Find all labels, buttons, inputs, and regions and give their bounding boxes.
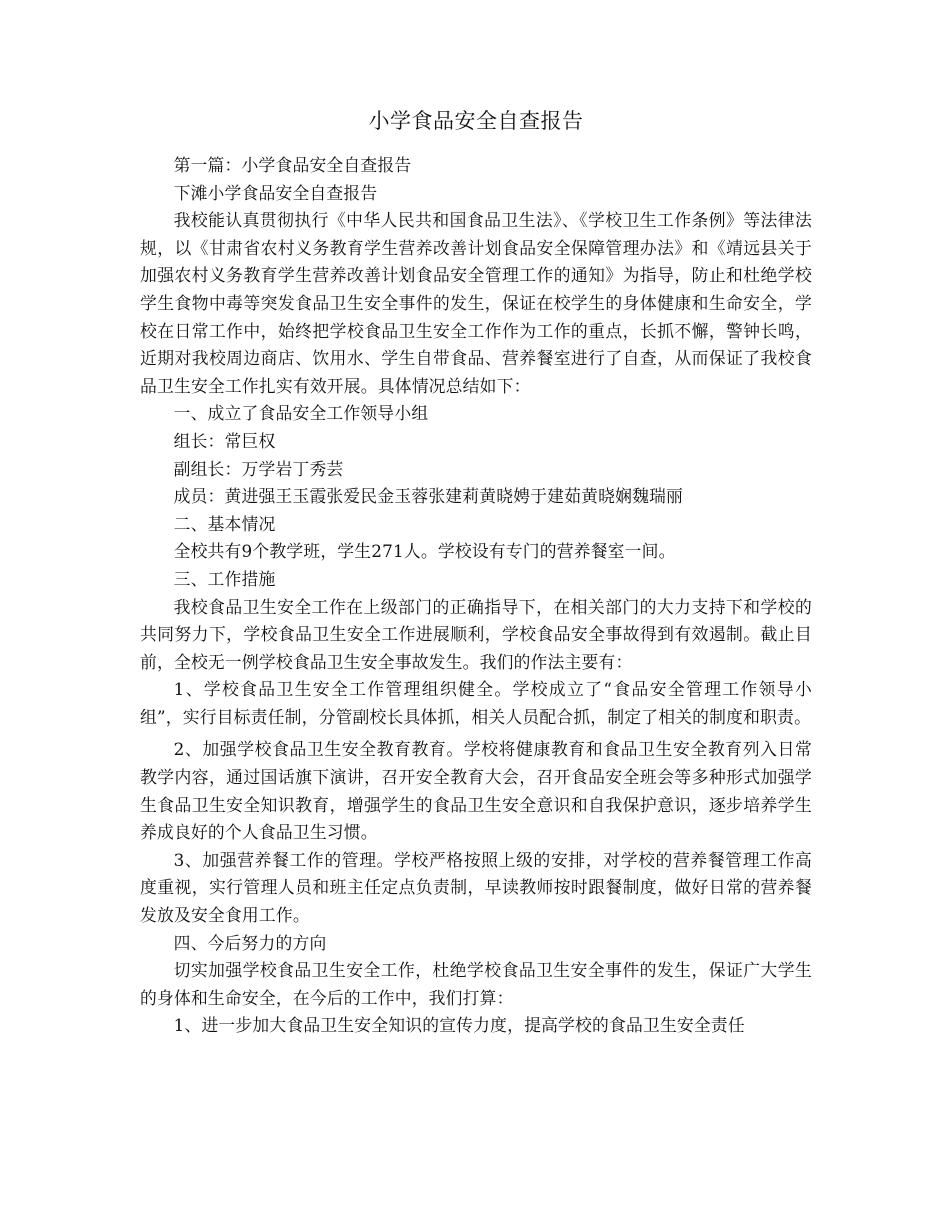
measure-1-paragraph: 1、学校食品卫生安全工作管理组织健全。学校成立了“食品安全管理工作领导小组”，实行目标责任制，分管副校长具体抓，相关人员配合抓，制定了相关的制度和职责。 xyxy=(140,679,812,727)
measures-intro-paragraph: 我校食品卫生安全工作在上级部门的正确指导下，在相关部门的大力支持下和学校的共同努力下，学校食品卫生安全工作进展顺利，学校食品安全事故得到有效遏制。截止目前，全校无一例学校食品卫生安全事故发生。我们的作法主要有： xyxy=(140,596,812,672)
intro-paragraph: 我校能认真贯彻执行《中华人民共和国食品卫生法》、《学校卫生工作条例》等法律法规，以《甘肃省农村义务教育学生营养改善计划食品安全保障管理办法》和《靖远县关于加强农村义务教育学生营养改善计划食品安全管理工作的通知》为指导，防止和杜绝学校学生食物中毒等突发食品卫生安全事件的发生，保证在校学生的身体健康和生命安全，学校在日常工作中，始终把学校食品卫生安全工作作为工作的重点，长抓不懈，警钟长鸣，近期对我校周边商店、饮用水、学生自带食品、营养餐室进行了自查，从而保证了我校食品卫生安全工作扎实有效开展。具体情况总结如下： xyxy=(140,210,812,396)
basic-info-paragraph: 全校共有9个教学班，学生271人。学校设有专门的营养餐室一间。 xyxy=(173,541,676,562)
report-subtitle: 下滩小学食品安全自查报告 xyxy=(173,182,378,203)
future-intro-paragraph: 切实加强学校食品卫生安全工作，杜绝学校食品卫生安全事件的发生，保证广大学生的身体和生命安全，在今后的工作中，我们打算： xyxy=(140,960,812,1008)
deputy-leader-line: 副组长：万学岩丁秀芸 xyxy=(173,458,344,479)
section-heading-first: 第一篇：小学食品安全自查报告 xyxy=(173,155,412,175)
future-item-1-paragraph: 1、进一步加大食品卫生安全知识的宣传力度，提高学校的食品卫生安全责任 xyxy=(173,1015,745,1036)
leader-line: 组长：常巨权 xyxy=(173,430,276,451)
members-line: 成员：黄进强王玉霞张爱民金玉蓉张建莉黄晓娉于建茹黄晓娴魏瑞丽 xyxy=(173,486,684,507)
section-heading-4: 四、今后努力的方向 xyxy=(173,932,327,953)
measure-2-paragraph: 2、加强学校食品卫生安全教育教育。学校将健康教育和食品卫生安全教育列入日常教学内容，通过国话旗下演讲，召开安全教育大会，召开食品安全班会等多种形式加强学生食品卫生安全知识教育，增强学生的食品卫生安全意识和自我保护意识，逐步培养学生养成良好的个人食品卫生习惯。 xyxy=(140,739,812,843)
section-heading-2: 二、基本情况 xyxy=(173,513,276,534)
section-heading-3: 三、工作措施 xyxy=(173,568,276,589)
document-page xyxy=(140,106,812,1040)
measure-3-paragraph: 3、加强营养餐工作的管理。学校严格按照上级的安排，对学校的营养餐管理工作高度重视，实行管理人员和班主任定点负责制，早读教师按时跟餐制度，做好日常的营养餐发放及安全食用工作。 xyxy=(140,849,812,926)
document-title: 小学食品安全自查报告 xyxy=(368,109,584,133)
section-heading-1: 一、成立了食品安全工作领导小组 xyxy=(173,403,429,424)
